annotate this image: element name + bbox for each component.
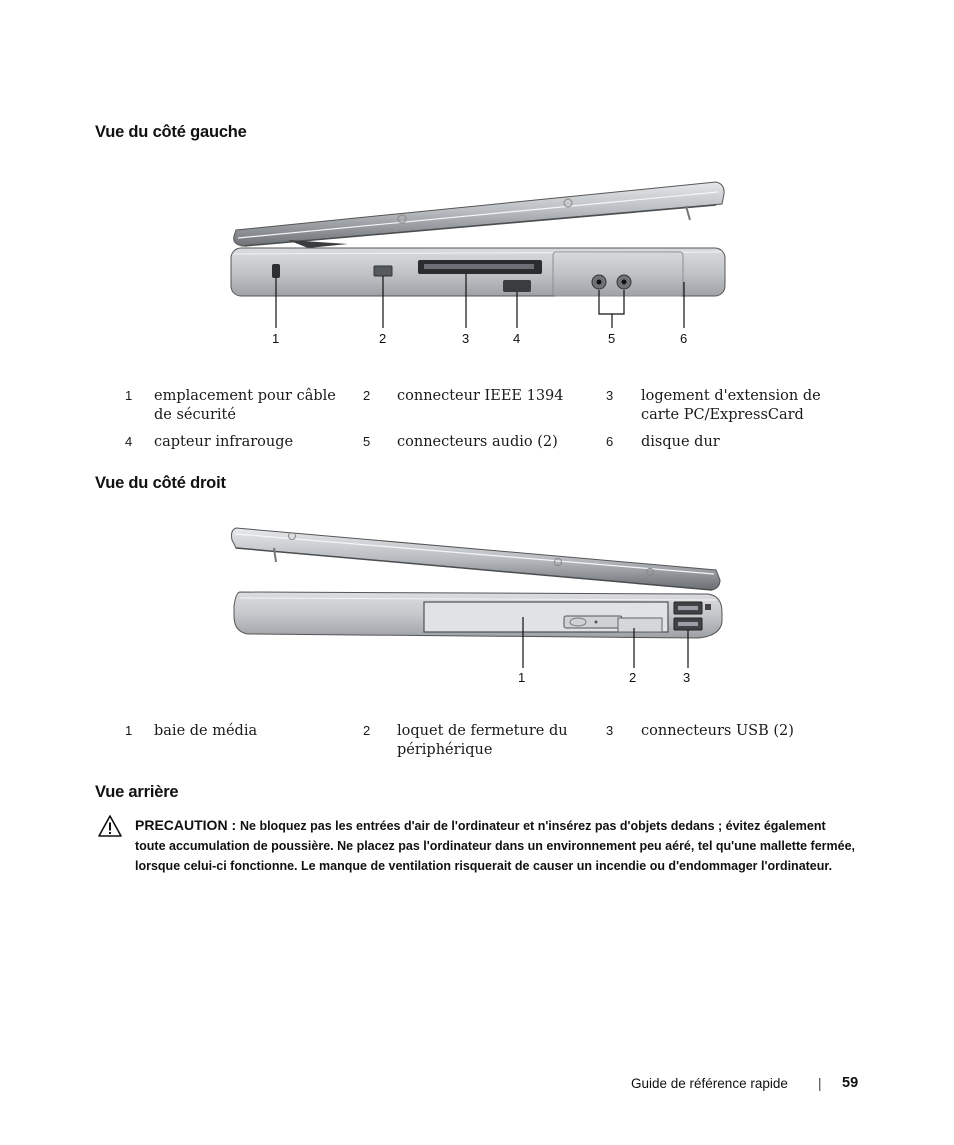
caution-message: Ne bloquez pas les entrées d'air de l'ordinateur et n'insérez pas d'objets dedans ; évitez également toute accumulation de poussière. Ne placez pas l'ordinateur dans un environnement peu aéré, tel qu'une mallette fermée, lorsque celui-ci fonctionne. Le manque de ventilation risquerait de causer un incendie ou d'endommager l'ordinateur. [135,819,856,873]
section-title-left-view: Vue du côté gauche [95,123,247,141]
legend-text: baie de média [154,723,258,739]
section-title-right-view: Vue du côté droit [95,474,226,492]
legend-text: connecteurs USB (2) [641,723,794,739]
caution-text-block [135,815,855,876]
legend-number: 1 [125,388,133,403]
legend-text: loquet de fermeture du périphérique [397,723,568,758]
legend-text: disque dur [641,434,720,450]
laptop-right-side-image [228,522,728,672]
section-title-back-view: Vue arrière [95,783,179,801]
callout-1: 1 [272,331,280,346]
legend-text: capteur infrarouge [154,434,294,450]
callout-3: 3 [683,670,691,685]
callout-1: 1 [518,670,526,685]
legend-number: 1 [125,723,133,738]
callout-3: 3 [462,331,470,346]
callout-2: 2 [379,331,387,346]
callout-4: 4 [513,331,521,346]
legend-text: connecteurs audio (2) [397,434,558,450]
footer-separator: | [818,1076,822,1091]
legend-text: emplacement pour câble de sécurité [154,388,336,423]
page-number: 59 [842,1075,859,1091]
legend-text: connecteur IEEE 1394 [397,388,564,404]
legend-number: 3 [606,388,614,403]
callout-5: 5 [608,331,616,346]
legend-number: 2 [363,723,371,738]
footer-guide-title: Guide de référence rapide [631,1076,788,1091]
legend-number: 6 [606,434,614,449]
caution-label: PRECAUTION : [135,817,240,833]
legend-text: logement d'extension de carte PC/ExpressCard [641,388,821,423]
laptop-left-side-image [228,178,728,328]
legend-number: 4 [125,434,133,449]
legend-number: 5 [363,434,371,449]
legend-number: 2 [363,388,371,403]
warning-triangle-icon [97,814,123,838]
callout-6: 6 [680,331,688,346]
legend-number: 3 [606,723,614,738]
callout-2: 2 [629,670,637,685]
